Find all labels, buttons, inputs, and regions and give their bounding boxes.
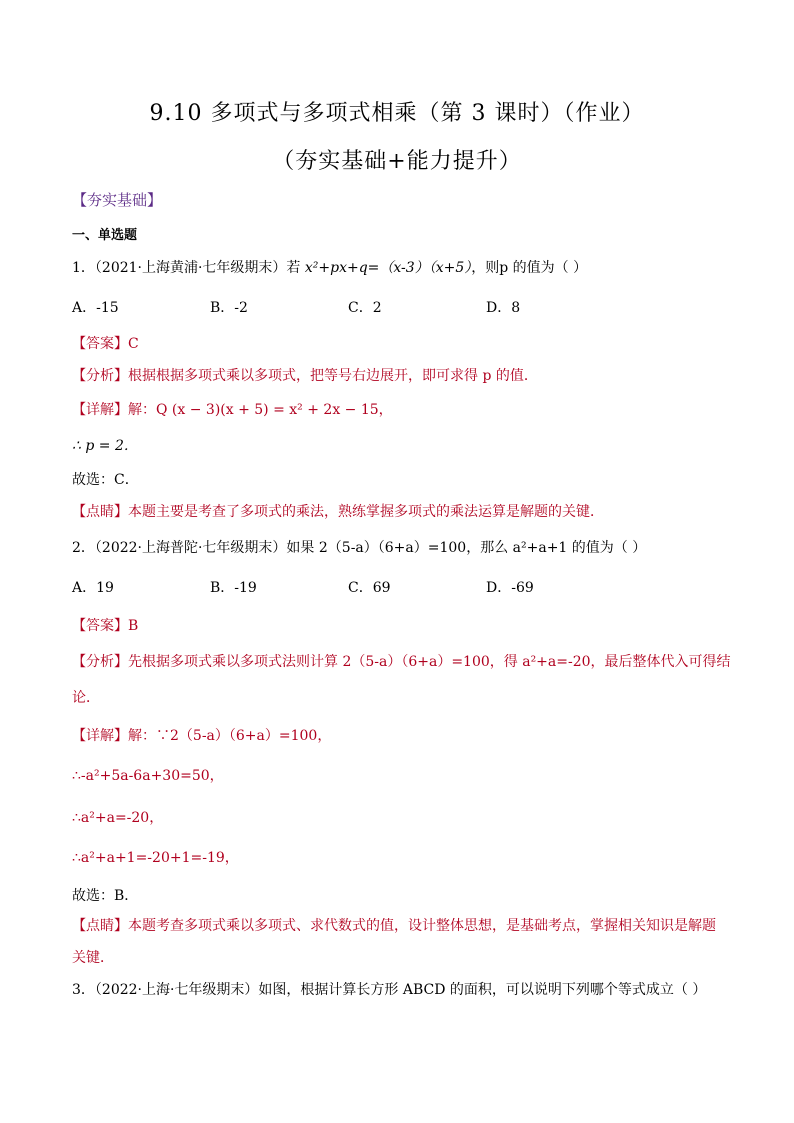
- q1-stem-prefix: 1．（2021·上海黄浦·七年级期末）若: [72, 260, 305, 276]
- q2-comment-2: 关键．: [72, 950, 114, 966]
- q1-options: [72, 298, 722, 318]
- q3-stem: 3．（2022·上海·七年级期末）如图，根据计算长方形 ABCD 的面积，可以说明下列哪个等式成立（ ）: [72, 982, 707, 998]
- q1-detail-1: 【详解】解：Q (x − 3)(x + 5) = x² + 2x − 15，: [72, 402, 393, 418]
- q2-comment-1: 【点睛】本题考查多项式乘以多项式、求代数式的值，设计整体思想，是基础考点，掌握相关知识是解题: [72, 918, 716, 934]
- q2-option-c: C．69: [348, 580, 391, 596]
- q2-analysis-2: 论．: [72, 690, 100, 706]
- q2-option-a: A．19: [72, 580, 114, 596]
- q1-detail-2: ∴ p = 2．: [72, 438, 138, 454]
- q2-detail-5: 故选：B．: [72, 888, 139, 904]
- q1-stem-suffix: ，则p 的值为（ ）: [471, 260, 588, 276]
- q2-analysis-1: 【分析】先根据多项式乘以多项式法则计算 2（5-a）（6+a）=100，得 a²+a=-20，最后整体代入可得结: [72, 654, 731, 670]
- q1-detail-3: 故选：C．: [72, 472, 139, 488]
- section-label: 【夯实基础】: [72, 191, 163, 209]
- q2-option-b: B．-19: [210, 580, 257, 596]
- q1-option-b: B．-2: [210, 300, 248, 316]
- q1-option-c: C．2: [348, 300, 382, 316]
- q2-detail-1: 【详解】解：∵2（5-a）（6+a）=100，: [72, 728, 332, 744]
- q1-option-a: A．-15: [72, 300, 119, 316]
- q2-stem: 2．（2022·上海普陀·七年级期末）如果 2（5-a）（6+a）=100，那么 a²+a+1 的值为（ ）: [72, 540, 647, 556]
- q2-detail-2: ∴-a²+5a-6a+30=50，: [72, 768, 224, 784]
- q2-detail-4: ∴a²+a+1=-20+1=-19，: [72, 850, 239, 866]
- page-subtitle: （夯实基础+能力提升）: [272, 149, 522, 174]
- q1-comment: 【点睛】本题主要是考查了多项式的乘法，熟练掌握多项式的乘法运算是解题的关键．: [72, 504, 604, 520]
- q2-options: [72, 578, 722, 598]
- page-title: 9.10 多项式与多项式相乘（第 3 课时）（作业）: [149, 101, 645, 126]
- q2-answer: 【答案】B: [72, 618, 139, 634]
- q1-stem-math: x²+px+q=（x-3）（x+5）: [304, 260, 472, 276]
- q1-option-d: D．8: [486, 300, 521, 316]
- q1-analysis: 【分析】根据根据多项式乘以多项式，把等号右边展开，即可求得 p 的值．: [72, 368, 538, 384]
- subsection-heading: 一、单选题: [72, 228, 138, 243]
- q2-detail-3: ∴a²+a=-20，: [72, 810, 164, 826]
- q1-stem: [72, 258, 722, 278]
- q1-answer: 【答案】C: [72, 336, 139, 352]
- q2-option-d: D．-69: [486, 580, 534, 596]
